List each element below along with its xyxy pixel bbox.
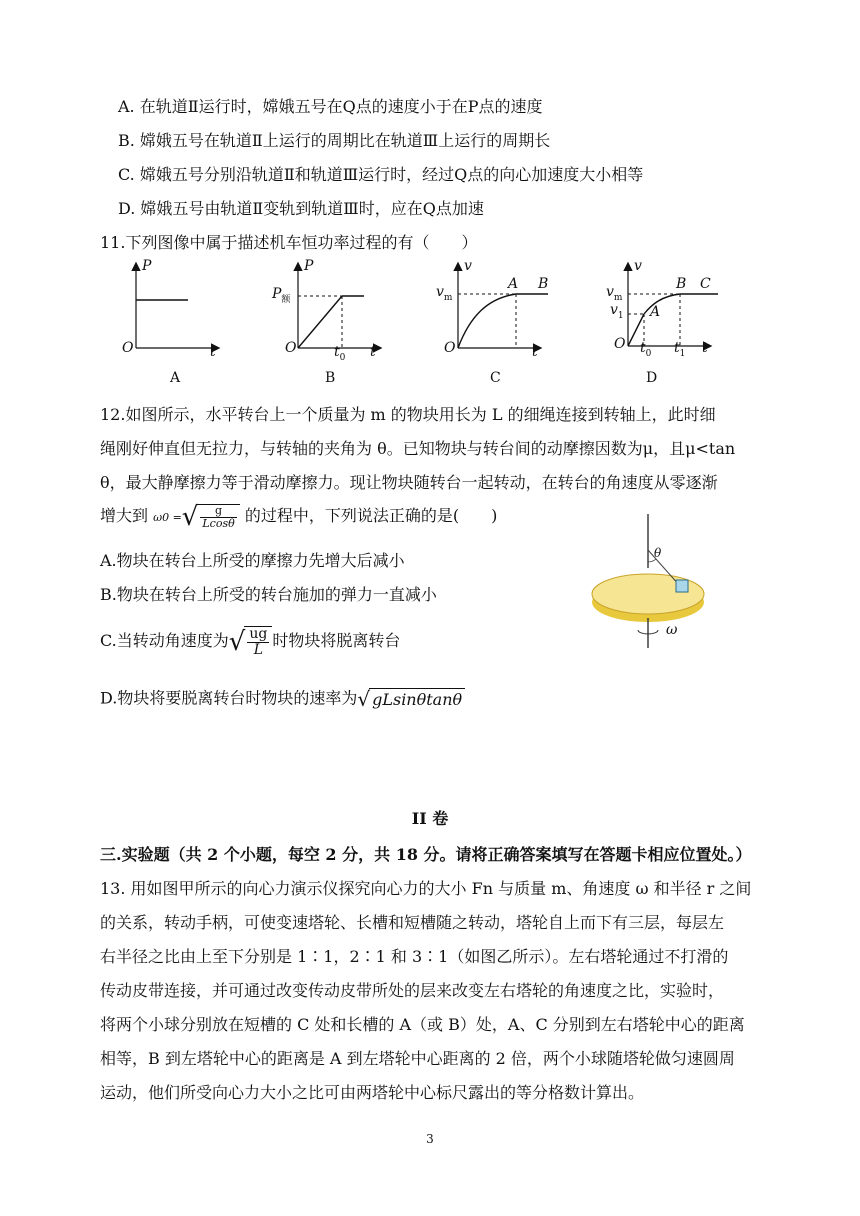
graph-a-origin: O [122,340,134,356]
turntable-figure [580,510,750,660]
graph-b-x-label: t [370,344,376,360]
graph-d-point-c: C [700,276,711,292]
graph-b-origin: O [285,340,297,356]
graph-c-x-label: t [532,344,538,360]
omega0-fraction: $\frac{g}{Lcos\theta}$ [197,504,239,530]
graph-d-origin: O [614,336,626,352]
q13-line-5: 将两个小球分别放在短槽的 C 处和长槽的 A（或 B）处，A、C 分别到左右塔轮中心的距离 [100,1015,745,1034]
graph-c-point-b: B [538,276,549,292]
q13-line-7: 运动，他们所受向心力大小之比可由两塔轮中心标尺露出的等分格数计算出。 [100,1083,645,1102]
block [676,580,688,592]
graph-b-p-mark: $P_额$ [272,286,291,305]
figure-omega-label: ω [666,622,678,638]
graph-c-origin: O [444,340,456,356]
q13-line-6: 相等，B 到左塔轮中心的距离是 A 到左塔轮中心距离的 2 倍，两个小球随塔轮做匀速圆周 [100,1049,735,1068]
graph-d [610,256,730,366]
graph-d-caption: D [646,370,658,386]
q12-line-2: 绳刚好伸直但无拉力，与转轴的夹角为 θ。已知物块与转台间的动摩擦因数为μ，且μ<tan [100,439,736,458]
q12-line-1: 12.如图所示，水平转台上一个质量为 m 的物块用长为 L 的细绳连接到转轴上，此时细 [100,405,716,424]
q12-option-b: B.物块在转台上所受的转台施加的弹力一直减小 [100,585,437,604]
graph-c [440,256,560,366]
graph-d-point-a: A [650,304,661,320]
graph-d-x-label: t [702,340,708,356]
graph-d-v1-mark: $v_1$ [610,302,624,321]
graph-a-y-label: P [142,258,152,274]
page-number: 3 [426,1132,434,1146]
section-title: II 卷 [411,809,449,828]
graph-b-y-label: P [304,258,314,274]
graph-d-t1-mark: $t_1$ [674,340,686,359]
q13-line-4: 传动皮带连接，并可通过改变传动皮带所处的层来改变左右塔轮的角速度之比，实验时， [100,981,725,1000]
q12-line-3: θ，最大静摩擦力等于滑动摩擦力。现让物块随转台一起转动，在转台的角速度从零逐渐 [100,473,718,492]
graph-b-t0-mark: $t_0$ [334,344,346,363]
q10-option-c: C. 嫦娥五号分别沿轨道Ⅱ和轨道Ⅲ运行时，经过Q点的向心加速度大小相等 [118,165,644,184]
graph-c-caption: C [490,370,501,386]
q13-line-2: 的关系，转动手柄，可使变速塔轮、长槽和短槽随之转动，塔轮自上而下有三层，每层左 [100,913,725,932]
graph-c-vm-mark: $v_m$ [436,284,453,303]
q12-line-4: 增大到 ω0 =√ $\frac{g}{Lcos\theta}$ 的过程中，下列说法正确的是( ) [100,501,498,532]
q12-option-c: C.当转动角速度为√ $\frac{ug}{L}$ 时物块将脱离转台 [100,625,401,658]
q10-option-d: D. 嫦娥五号由轨道Ⅱ变轨到轨道Ⅲ时，应在Q点加速 [118,199,484,218]
q10-option-a: A. 在轨道Ⅱ运行时，嫦娥五号在Q点的速度小于在P点的速度 [118,97,543,116]
q13-line-1: 13. 用如图甲所示的向心力演示仪探究向心力的大小 Fn 与质量 m、角速度 ω 和半径 r 之间 [100,879,752,898]
omega0-label: ω0 = [153,511,182,524]
section-heading: 三.实验题（共 2 个小题，每空 2 分，共 18 分。请将正确答案填写在答题卡相应位置处。） [100,845,752,864]
graph-d-t0-mark: $t_0$ [640,340,652,359]
graph-c-y-label: v [464,258,472,274]
graph-d-vm-mark: $v_m$ [606,284,623,303]
q10-option-b: B. 嫦娥五号在轨道Ⅱ上运行的周期比在轨道Ⅲ上运行的周期长 [118,131,551,150]
graph-c-point-a: A [508,276,519,292]
graph-d-y-label: v [634,258,642,274]
graph-d-point-b: B [676,276,687,292]
figure-theta-label: θ [654,546,662,560]
q13-paragraph [100,872,768,1110]
graph-b-curve-rise [298,296,342,348]
q12-option-d: D.物块将要脱离转台时物块的速率为√ gLsinθtanθ [100,686,465,712]
graph-a-caption: A [170,370,181,386]
graph-c-curve [458,294,516,348]
q13-line-3: 右半径之比由上至下分别是 1∶1，2∶1 和 3∶1（如图乙所示）。左右塔轮通过不打滑的 [100,947,729,966]
graph-a-x-label: t [210,344,216,360]
q12-option-a: A.物块在转台上所受的摩擦力先增大后减小 [100,551,405,570]
q11-stem: 11.下列图像中属于描述机车恒功率过程的有（ ） [100,233,478,252]
graph-b-caption: B [325,370,336,386]
